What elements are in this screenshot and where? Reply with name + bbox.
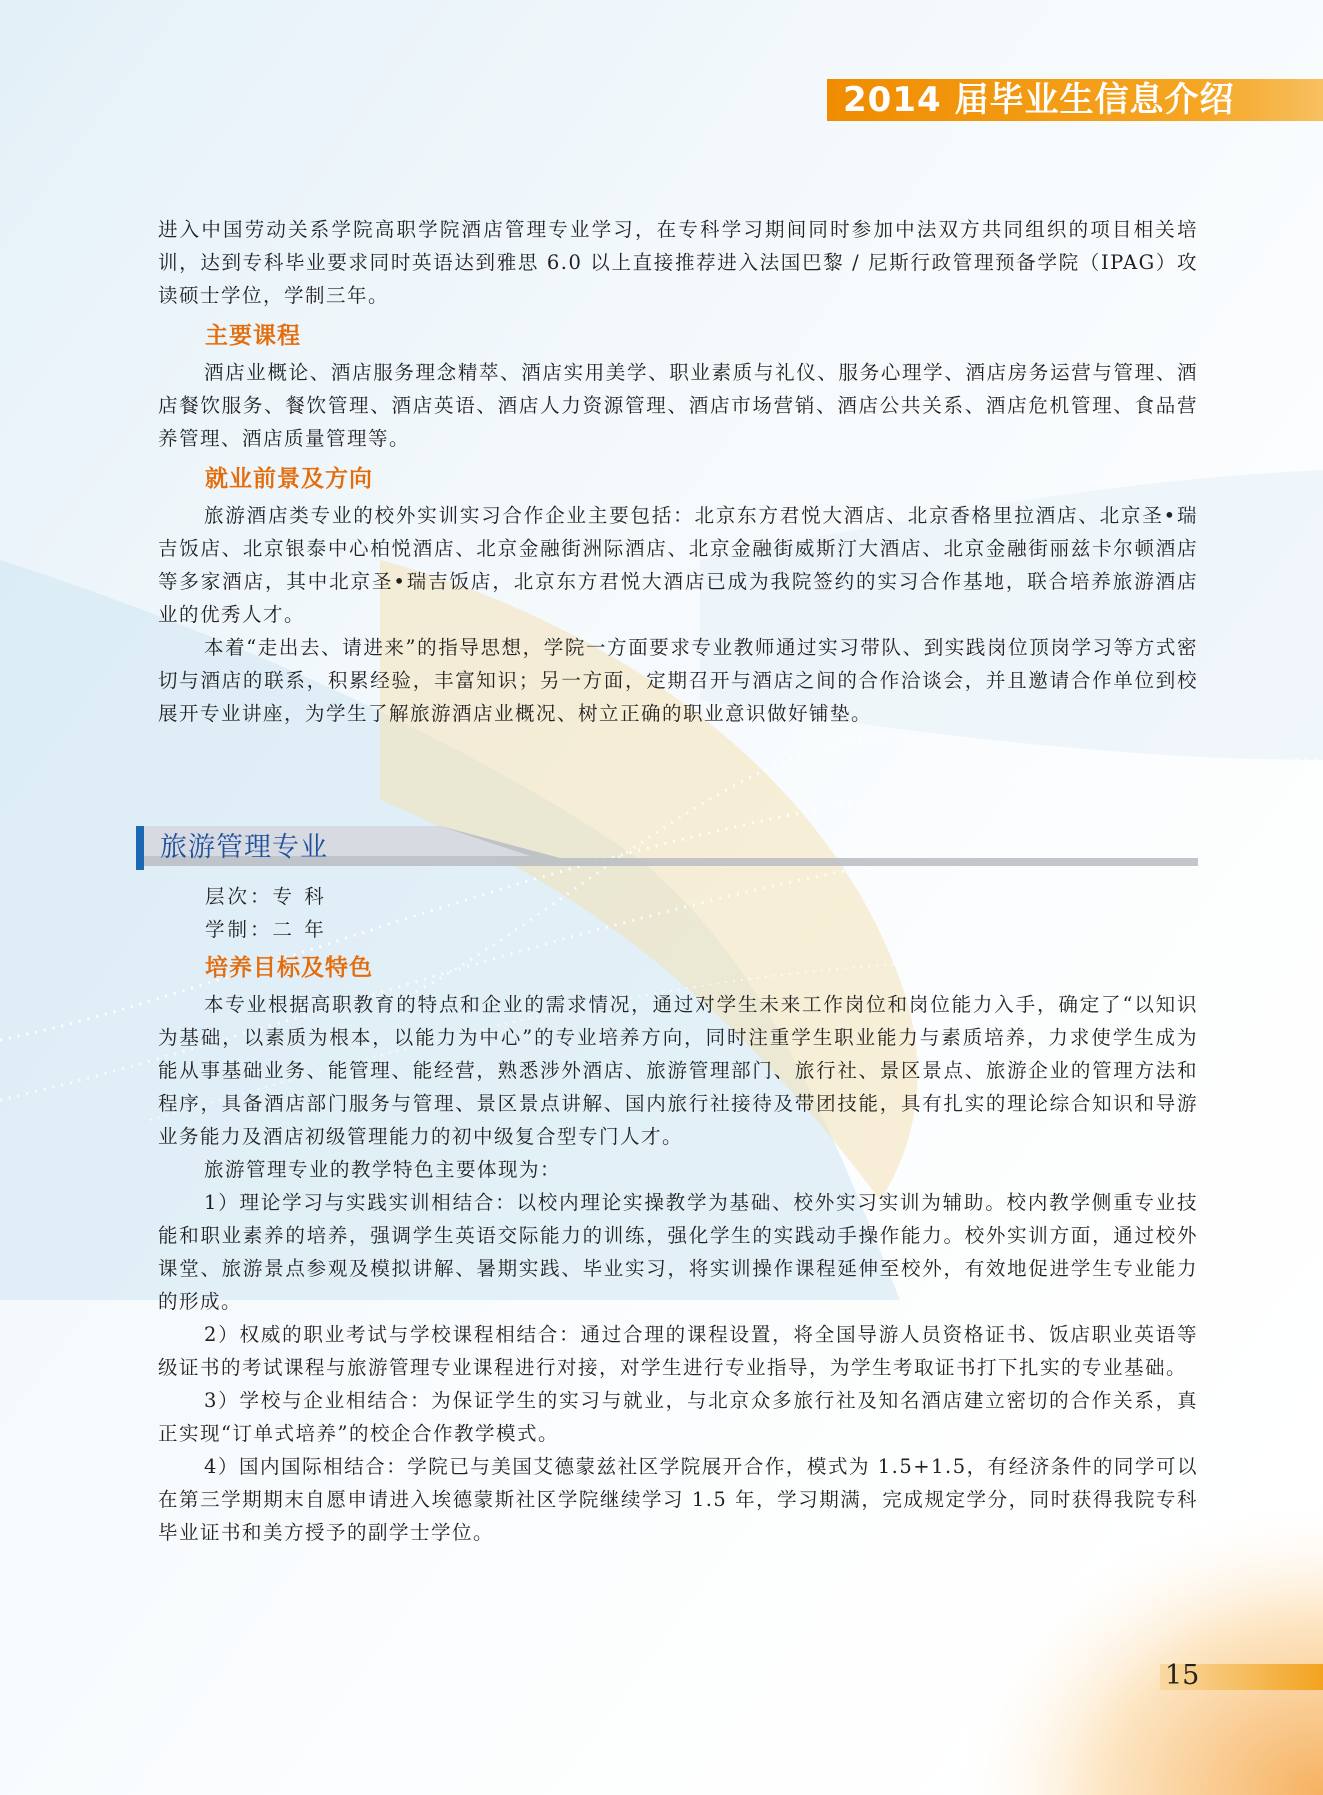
- feature-2: 2）权威的职业考试与学校课程相结合：通过合理的课程设置，将全国导游人员资格证书、饭店职业英语等级证书的考试课程与旅游管理专业课程进行对接，对学生进行专业指导，为学生考取证书打下扎实的专业基础。: [158, 1323, 1198, 1379]
- hotel-intro-paragraph: 进入中国劳动关系学院高职学院酒店管理专业学习，在专科学习期间同时参加中法双方共同组织的项目相关培训，达到专科毕业要求同时英语达到雅思 6.0 以上直接推荐进入法国巴黎 / 尼斯行政管理预备学院（IPAG）攻读硕士学位，学制三年。: [158, 218, 1198, 307]
- courses-heading: 主要课程: [205, 322, 301, 349]
- feature-4: 4）国内国际相结合：学院已与美国艾德蒙兹社区学院展开合作，模式为 1.5+1.5，有经济条件的同学可以在第三学期期末自愿申请进入埃德蒙斯社区学院继续学习 1.5 年，学习期满，完成规定学分，同时获得我院专科毕业证书和美方授予的副学士学位。: [158, 1455, 1198, 1544]
- page-number: 15: [1165, 1660, 1200, 1691]
- tourism-section: [158, 880, 1198, 1549]
- features-intro: 旅游管理专业的教学特色主要体现为：: [204, 1158, 562, 1181]
- feature-3: 3）学校与企业相结合：为保证学生的实习与就业，与北京众多旅行社及知名酒店建立密切的合作关系，真正实现“订单式培养”的校企合作教学模式。: [158, 1389, 1198, 1445]
- header-title: 2014 届毕业生信息介绍: [843, 80, 1235, 120]
- courses-paragraph: 酒店业概论、酒店服务理念精萃、酒店实用美学、职业素质与礼仪、服务心理学、酒店房务运营与管理、酒店餐饮服务、餐饮管理、酒店英语、酒店人力资源管理、酒店市场营销、酒店公共关系、酒店危机管理、食品营养管理、酒店质量管理等。: [158, 361, 1198, 450]
- employment-paragraph-1: 旅游酒店类专业的校外实训实习合作企业主要包括：北京东方君悦大酒店、北京香格里拉酒店、北京圣•瑞吉饭店、北京银泰中心柏悦酒店、北京金融街洲际酒店、北京金融街威斯汀大酒店、北京金融街丽兹卡尔顿酒店等多家酒店，其中北京圣•瑞吉饭店，北京东方君悦大酒店已成为我院签约的实习合作基地，联合培养旅游酒店业的优秀人才。: [158, 504, 1198, 626]
- employment-paragraph-2: 本着“走出去、请进来”的指导思想，学院一方面要求专业教师通过实习带队、到实践岗位顶岗学习等方式密切与酒店的联系，积累经验，丰富知识；另一方面，定期召开与酒店之间的合作洽谈会，并且邀请合作单位到校展开专业讲座，为学生了解旅游酒店业概况、树立正确的职业意识做好铺垫。: [158, 636, 1198, 725]
- section-banner: [136, 826, 1198, 872]
- employment-heading: 就业前景及方向: [205, 465, 373, 492]
- goals-heading: 培养目标及特色: [205, 954, 373, 981]
- feature-1: 1）理论学习与实践实训相结合：以校内理论实操教学为基础、校外实习实训为辅助。校内教学侧重专业技能和职业素养的培养，强调学生英语交际能力的训练，强化学生的实践动手操作能力。校外实训方面，通过校外课堂、旅游景点参观及模拟讲解、暑期实践、毕业实习，将实训操作课程延伸至校外，有效地促进学生专业能力的形成。: [158, 1191, 1198, 1313]
- section-accent-bar: [136, 826, 144, 870]
- duration-line: 学制：二 年: [205, 918, 327, 941]
- goals-paragraph: 本专业根据高职教育的特点和企业的需求情况，通过对学生未来工作岗位和岗位能力入手，确定了“以知识为基础，以素质为根本，以能力为中心”的专业培养方向，同时注重学生职业能力与素质培养，力求使学生成为能从事基础业务、能管理、能经营，熟悉涉外酒店、旅游管理部门、旅行社、景区景点、旅游企业的管理方法和程序，具备酒店部门服务与管理、景区景点讲解、国内旅行社接待及带团技能，具有扎实的理论综合知识和导游业务能力及酒店初级管理能力的初中级复合型专门人才。: [158, 993, 1198, 1148]
- section-title: 旅游管理专业: [160, 832, 328, 863]
- level-line: 层次：专 科: [205, 885, 327, 908]
- hotel-section: [158, 213, 1198, 730]
